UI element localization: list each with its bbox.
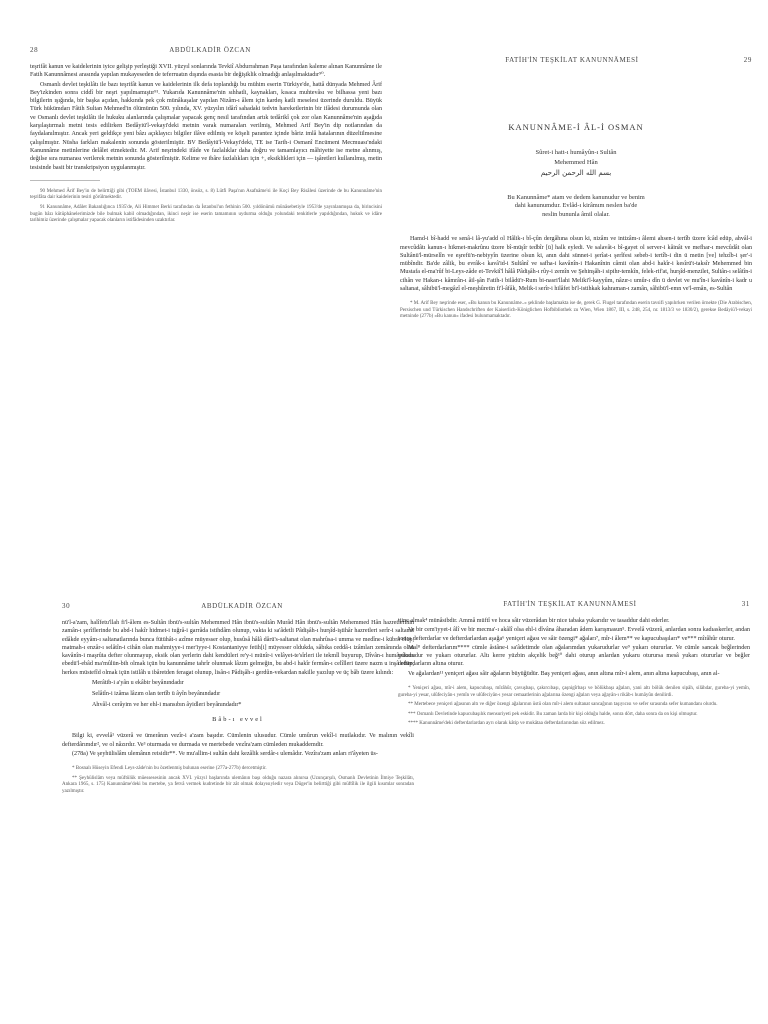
document-title: KANUNNÂME-İ ÂL-İ OSMAN bbox=[508, 122, 644, 132]
intro-line: neslin bununla âmil olalar. bbox=[542, 210, 610, 218]
running-head-title: FATİH'İN TEŞKİLAT KANUNNÂMESİ bbox=[505, 56, 639, 64]
heading-lines bbox=[400, 148, 752, 178]
paragraph: Ve bir cem'iyyet-i âlî ve bir mecma'-ı akâlî olsa ehl-i dîvâna âharadan âdem karışmasun⁵. Evvelâ vüzerâ, anlardan sonra kadıaskerler, andan sonra defterdarlar ve defterdarlardan aşağa⁶ yeniçeri ağası ve sâir özengi* ağaları⁷, mîr-i âlem** ve kapucubaşıları* ve*** mîrâhûr oturur. bbox=[398, 627, 750, 642]
body-text bbox=[30, 63, 382, 172]
running-head bbox=[62, 602, 414, 610]
footnote: ** Şeyhülislâm veya müftülük müessesesinin ancak XVI. yüzyıl başlarında ulemânın başı olduğu nazara alınırsa (Uzunçarşılı, Osmanlı Devletinin İlmiye Teşkilâtı, Ankara 1965, s. 175) Kanunnâme'deki bu mertebe, ya fetvâ vermek kudretinde bir zât olmak dolayısıyledir veya Düger'in belirttiği gibi müftîlik ile ilgili kısımlar sonradan yazılmıştır. bbox=[62, 775, 414, 795]
verse-line: Selâtîn-i izâma lâzım olan tertîb ü âyîn beyânındadır bbox=[92, 691, 221, 698]
running-head-title: ABDÜLKADİR ÖZCAN bbox=[169, 46, 251, 54]
page-28 bbox=[30, 46, 382, 486]
paragraph: nü'l-a'zam, halîfetu'llah fi'l-âlem es-Sultân ibnü's-sultân Mehemmed Hân ibnü's-sultân Murâd Hân ibnü's-sultân Mehemmed Hân hazretlerinin zamân-ı şerîflerinde bu abd-i hakîr hidmet-i tuğrâ-i garrâda istihdâm olunup, vakta ki sa'âdetli Pâdişâh-ı hurşîd-iştihâr hazretleri serîr-i saltanat edâkde eyyâm-ı saltanatlarında bunca fütühât-ı azîme müyesser olup, husûsâ hâlâ dârü's-saltanat olan mahrûsa-i umma ve medîne-i kübrâ olup, matmah-ı enzâr-ı selâtîn-i cihân olan mahmiyye-i mer'iyye-i Kostantaniyye fetih[i] müyesser oldukda, sâbıka ceddâ-ı izâmları zemânında olan kavânîn-i maşrûta defter olunmayup, eksik olan yerlerin dahi kendüleri re'y-i münîr-i velâyet-te'sîrleri ile tekmîl buyurup, Dîvân-ı humâyûnda ebedü'l-ebâd ma'mûlün-bih olmak içün bu kanunnâme tahrîr olunmak lâzım gelmeğin, bu abd-i hakîr fermân-ı celîlleri üzere nazm u inşâ edüp, herkes müstefîd olmak içün istilâh u ibâretden feragat olunup, lisân-ı Pâdişâh-ı gerdûn-vekardan nakille yazılup ve üç bâb üzere kılındı: bbox=[62, 620, 414, 676]
footnotes bbox=[62, 766, 414, 795]
running-head-title: ABDÜLKADİR ÖZCAN bbox=[201, 602, 283, 610]
verse-line: Merâtib-i a'yân u ekâbir beyânındadır bbox=[92, 680, 184, 687]
page-number: 30 bbox=[62, 602, 71, 610]
footnote: **** Kanunnâme'deki defterdarlardan ayrı olarak kâtip ve mukâtaa defterdarlarından söz edilmez. bbox=[408, 721, 605, 727]
heading-line: Sûret-i hatt-ı humâyûn-ı Sultân bbox=[535, 149, 617, 156]
page-29 bbox=[400, 56, 752, 476]
running-head-title: FATİH'İN TEŞKİLAT KANUNNÂMESİ bbox=[503, 600, 637, 608]
footnote: ** Mertebece yeniçeri ağasının altı ve diğer özengi ağalarının üstü olan mîr-i alem sultanat sancağının taşıyıcısı ve sefer sırasında sefer kumandanı olurdu. bbox=[408, 702, 718, 708]
paragraph: Bilgi ki, evvelâ¹ vüzerâ ve ümerânın vezîr-i a'zam başıdır. Cümlenin ulusudur. Cümle umûrun vekîl-i mutlakıdır. Ve malının vekîli defterdârımdır², ve ol nâzırdır. Ve³ oturmada ve durmada ve mertebede vezîra'zam cümleden mukaddemdir. bbox=[62, 733, 414, 748]
page-30 bbox=[62, 602, 414, 1022]
body-text bbox=[400, 235, 752, 293]
section-heading: Bâb-ı evvel bbox=[212, 716, 264, 724]
running-head bbox=[30, 46, 382, 54]
footnote: * Yeniçeri ağası, mîr-i alem, kapucubaşı, mîrâhûr, çavuşbaşı, çakırcıbaşı, çaşnigîrbaşı ve bölükbaşı ağaları, yani altı bölük denilen sipâh, silâhdar, gureba-yi yemîn, gureba-yi yesar, ulûfeciyân-ı yemîn ve ulûfeciyân-ı yesar cemaatlerinin ağalarına özengi ağaları veya ağayân-ı rikâb-ı humâyûn denilirdi. bbox=[398, 686, 750, 698]
paragraph: teşrifât kanun ve kaidelerinin iyice gelişip yerleştiği XVII. yüzyıl sonlarında Tevkiî Abdurrahman Paşa tarafından kaleme alınan Kanunnâme ile Fatih Kanunnâmesi arasında yapılan mukayeseden de teferruatın dışında esasta bir değişiklik olmadığı anlaşılmaktadır⁹⁰. bbox=[30, 64, 382, 79]
basmala: بسم الله الرحمن الرحيم bbox=[540, 169, 612, 177]
intro bbox=[400, 194, 752, 219]
footnote: *** Osmanlı Devletinde kapucubaşılık mensuriyeti pek eskidir. Bu zaman larda bir kişi olduğu halde, sonra dört, daha sonra da on kişi olmuştur. bbox=[408, 711, 698, 717]
running-head bbox=[400, 56, 752, 64]
body-text bbox=[62, 619, 414, 758]
paragraph: Mal⁸ defterdarlarım**** cümle âstâne-i sa'âdetimde olan ağalarımdan yukarudurlar ve⁹ yukarı otururlar. Ve cümle sancak beğlerinden yukarudur ve yukarı otururlar. Altı kerre yüzbin akçelik beğ¹⁰ dahi oturup anlardan yukaru oturursa mesâ yukarı otururlar ve beğler defterdarların altına oturur. bbox=[398, 644, 750, 668]
footnote: 91 Kanunnâme, Adâlet Bakanlığınca 1935'de, Ali Himmet Berki tarafından da İstanbul'un fethinin 500. yıldönümü münâsebetiyle 1953'de yayınlanmışsa da, birincisini bugün bâzı kütüphânelerimizde bile bulmak kabil olmadığından, ikinci neşir ise eserin tamamının uydurma olduğu yolundaki tenkitlerle yapıldığından, hukuk ve idâre tarihimiz üzerinde çalışmalar yapacak olanların istifâdesinden uzaktırlar. bbox=[30, 205, 382, 224]
footnotes bbox=[400, 301, 752, 321]
intro-line: Bu Kanunnâme* atam ve dedem kanunudur ve benim bbox=[507, 194, 645, 201]
footnote: * Bosnalı Hüseyin Efendi Leys-zâde'nin bu özetlenmiş bulunan eserine (277a-277b) dercetmiştir. bbox=[72, 766, 267, 772]
page-31 bbox=[398, 600, 750, 1020]
footnote-rule bbox=[30, 180, 100, 181]
paragraph: Ve ağalardan¹¹ yeniçeri ağası sâir ağaların büyüğüdür. Baş yeniçeri ağası, anın altına mîr-i alem, anın altına kapucubaşı, anın al- bbox=[408, 670, 720, 677]
page-number: 29 bbox=[743, 56, 752, 64]
paragraph: tiine almak⁴ münâsibdir. Ammâ müftî ve hoca sâir vüzerâdan bir nice tabaka yukarıdır ve tasaddur dahi ederler. bbox=[398, 618, 670, 624]
intro-line: dahi kanunumdur. Evlâd-ı kirâmım neslen ba'de bbox=[514, 202, 638, 210]
running-head bbox=[398, 600, 750, 608]
paragraph: Osmanlı devlet teşkilâtı ile bazı teşrifât kanun ve kaidelerinin ilk defa toplandığı bu mühim eserin Türkiye'de, hattâ dünyada Mehmed Ârif Bey'izkinden sonra ciddî bir neşri yapılmamıştır⁹¹. Yukarıda Kanunnâme'nin sıhhatli, kaynakları, kısaca muhtevâsı ve bilhassa yeni bazı bilgilerin ışığında, bir başka açıdan, hakkında pek çok münâkaşalar yapılan Nizâm-ı âlem için kardeş katli meselesi üzerinde duruldu. Büyük Türk hükümdarı Fâtih Sultan Mehmed'in ölümünün 500. yılında, XV. yüzyılın idârî sahadaki tedvin hareketlerinin bir ifâdesi durumunda olan ve Osmanlı devlet teşkilâtı ile hukuku alanlarında çalışmalar yapacak genç nesil tarafından artık tedârikî çok zor olan Kanunnâme'nin aşağıda karşılaştırmalı metni tesis edilirken Bedâyiü'l-vekayi'deki metnin varak numaraları verilmiş, Mehmed Arif Bey'in dip notlarından da faydalanılmıştır. Ancak yeri geldikçe yeni bâzı açıklayıcı bilgiler ilâve edilmiş ve köşeli parantez içinde bâriz imlâ hatalarının düzeltilmesine çalışılmıştır. Nüsha farkları makalenin sonunda gösterilmiştir. BV Bedâyiü'l-Vekayi'deki, TE ise Tarih-i Osmanî Encümeni Mecmuası'ndaki Kanunnâme metinlerine delâlet etmektedir. M. Arif neşrindeki ifâde ve fazlalıklar daha doğru ve tamamlayıcı mâhiyette ise metne alınmış, değilse sıra numarası verilerek metnin sonunda gösterilmiştir. Kelime ve ibâre fazlalıkları için +, eksiklikleri için — işâretleri kullanılmış, metin tesisinde basit bir transkripsiyon uygulanmıştır. bbox=[30, 81, 382, 171]
paragraph: (278a) Ve şeyhülislâm ulemânın reisidir**. Ve mu'allim-i sultân dahi kezâlik serdâr-ı ulemâdır. Vezîra'zam anları ri'âyeten üs- bbox=[72, 750, 378, 757]
page-number: 28 bbox=[30, 46, 39, 54]
footnote: 90 Mehmed Ârif Bey'in de belirttiği gibi (TOEM ilâvesi, İstanbul 1330, önsöz, s. 8) Lütfi Paşa'nın Asafnâme'si ile Koçi Bey Risâlesi üzerinde de bu Kanunnâme'nin teşrifâta dair kaidelerinin tesiri görülmektedir. bbox=[30, 188, 382, 201]
verse-line: Ahvâl-i cerâyim ve her ehl-i mansıbın âyidleri beyânındadır* bbox=[92, 702, 242, 709]
footnotes bbox=[398, 686, 750, 728]
body-text bbox=[398, 617, 750, 678]
footnote: * M. Arif Bey neşrinde eser, «Bu kanun bu Kanunnâme..» şeklinde başlamakta ise de, gerek G. Flugel tarafından eserin tavsifi yapılırken verilen örnekte (Die Arabischen, Persischen und Türkischen Handschriften der Kaiserlich-Königlichen Hofbibliothek zu Wien, Wien 1867, III, s. 248, 254, nr. 1813/3 ve 1830/2), gerekse Bedâyiü'l-vekayi metninde (277b) «Bu kanun» ifadesi bulunmamaktadır. bbox=[400, 301, 752, 320]
page-number: 31 bbox=[741, 600, 750, 608]
heading-line: Mehemmed Hân bbox=[554, 159, 598, 166]
footnotes bbox=[30, 189, 382, 225]
paragraph: Hamd-i bî-hadd ve senâ-i lâ-yu'add ol Hâlik-ı bî-çûn dergâhına olsun ki, nizâm ve intizâm-ı âlemi ahsen-i tertîb üzere îcâd edüp, ahvâl-i mevcûdâtı kanun-ı hikmet-makrûnu üzere bî-müşîr tedbîr [ü] halk eyledi. Ve salavât-ı bî-gayet ol server-i kâinât ve mefhar-ı mevcûdât olan Sultânü'l-mürselîn ve eşrefü'n-nebiyyîn üzerine olsun ki, anın dahi sünnet-i şerîat-ı şerîfesi sebeb-i tertîb-i din ü metin [ve] tehzîb-i şer'-i mübîndir. Ba'de zâlik, bu evrâk-ı kavâ'id-i Sultânî ve safha-i kavânîn-i Hakanînin câmii olan abd-i hakîr-i kesîrü't-taksîr Mehemmed bin Mustafa el-ma'rûf bi-Leys-zâde et-Tevkiî'l hâlâ Pâdişâh-ı rûy-i zemîn ve Şehinşâh-i sipihr-temkîn, felek-rif'at, hurşîd-menzilet, Sultân-ı selâtîn-i cihân ve Hakan-ı kâmrân-ı âil-şân Fatih-i bilâdü'r-Rum bi-nasri'llahi Meliki'l-kayyûm, nâzır-ı umûr-ı dîn ü devlet ve mu'în-i kavânîn-i kadr u saltanat, sâhibü'l-megâzî el-meşhûretin fi'l-âfâk, Melik-i serîr-i hilâfet bi'l-istihkak kahraman-ı zamân, sâhibü'l-emn ve'l-emân, es-Sultân bbox=[400, 236, 752, 292]
